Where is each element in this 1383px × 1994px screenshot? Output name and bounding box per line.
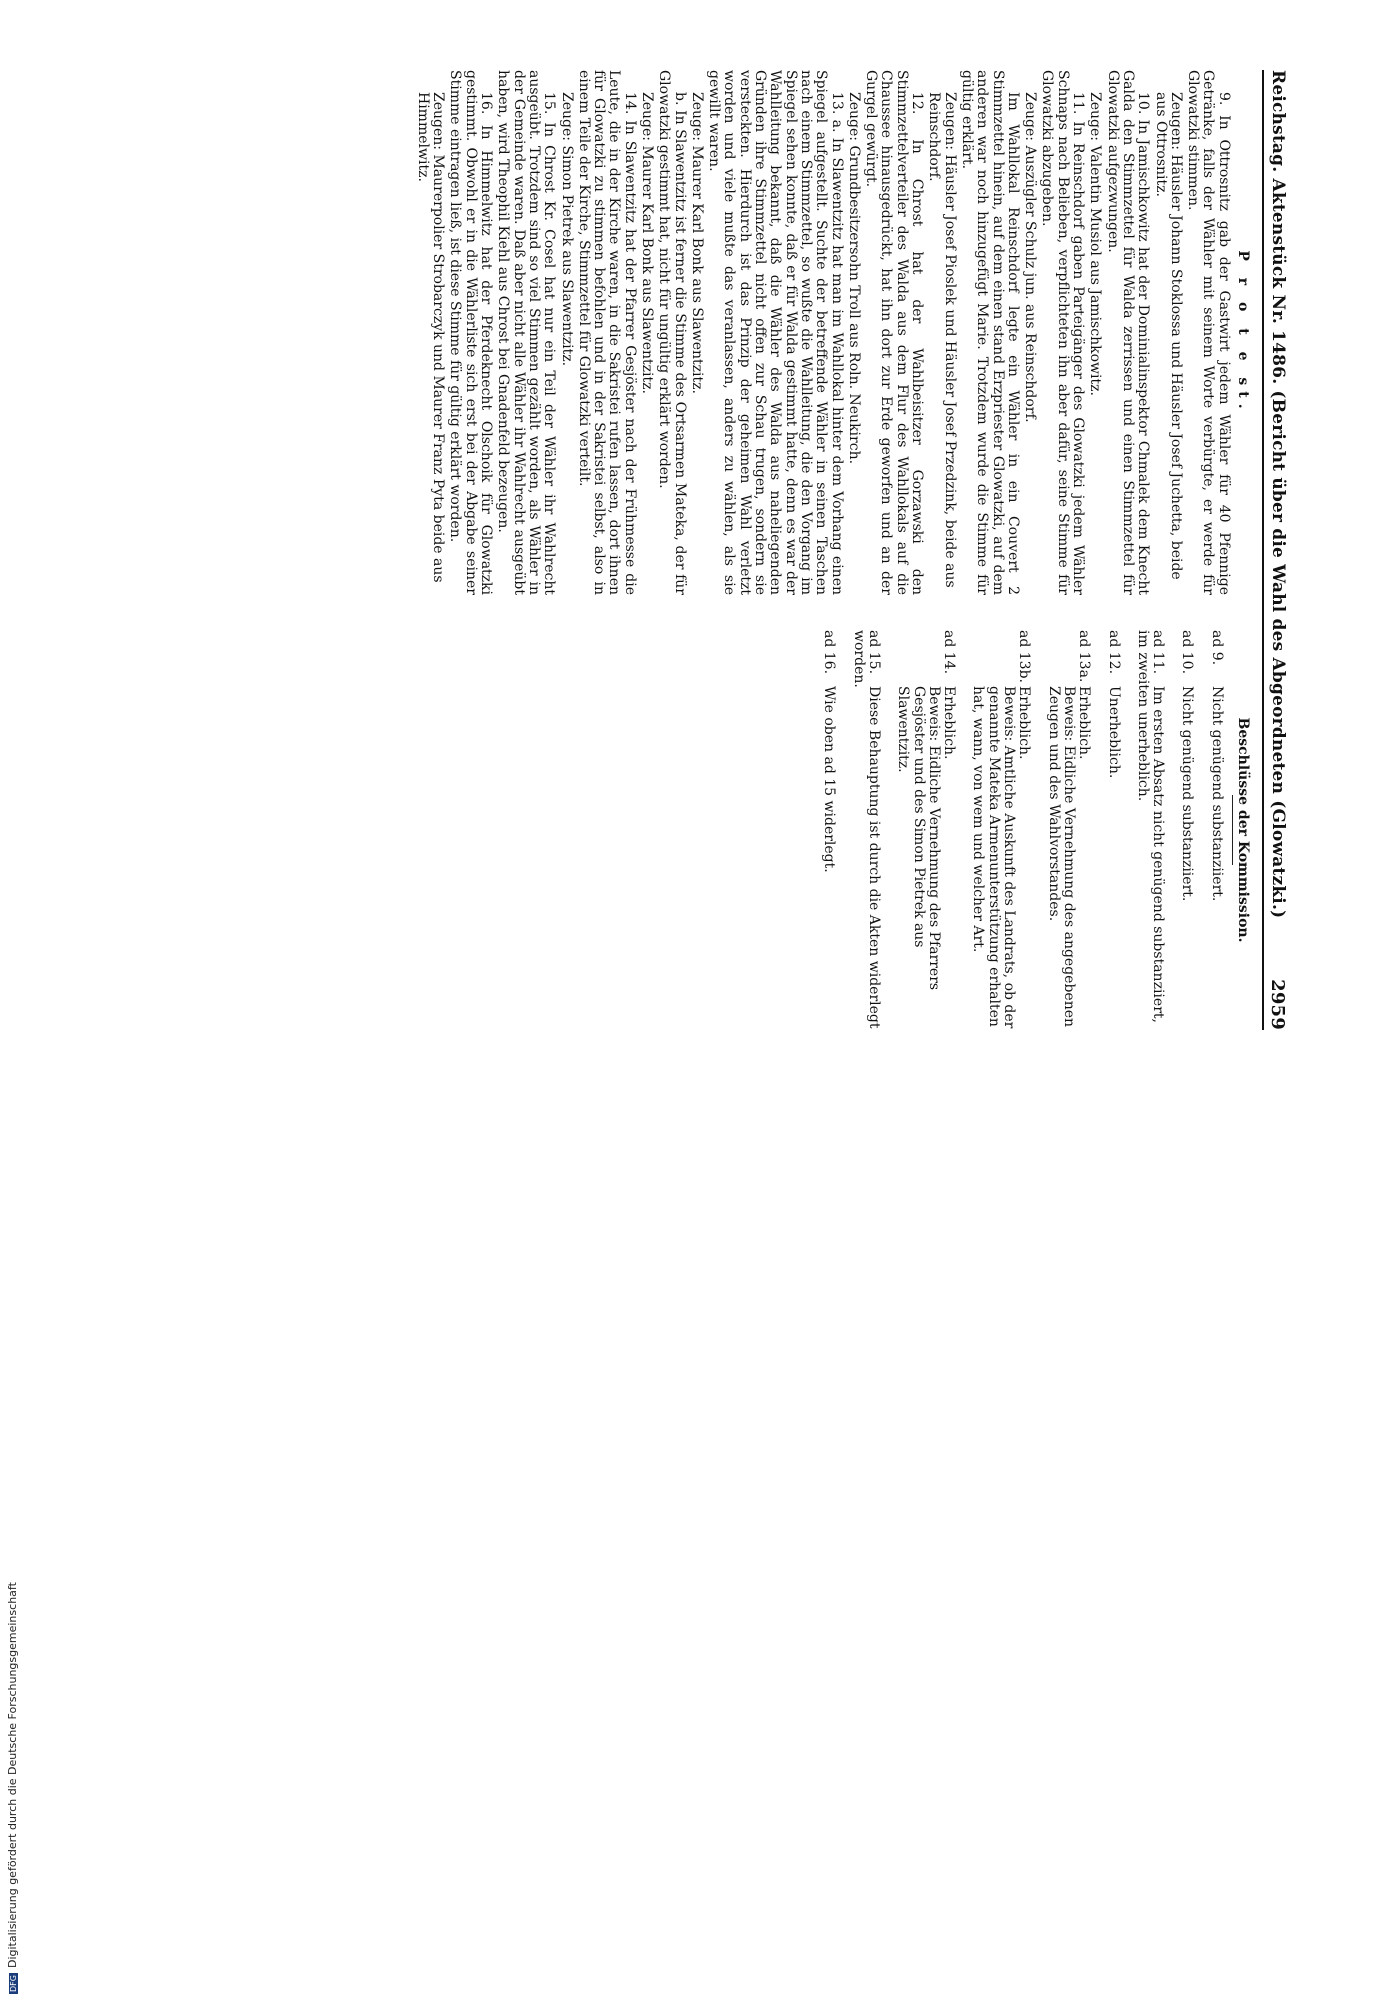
decision-text: Wie oben ad 15 widerlegt. bbox=[821, 686, 838, 873]
commission-decision bbox=[1045, 630, 1091, 1030]
protest-title: P r o t e st. bbox=[1235, 250, 1251, 415]
commission-items bbox=[821, 630, 1224, 1030]
commission-title: Beschlüsse der Kommission. bbox=[1235, 717, 1251, 943]
decision-line bbox=[1208, 630, 1223, 1030]
witness-line: Zeuge: Maurer Karl Bonk aus Slawentzitz. bbox=[639, 92, 656, 394]
witness-line: Zeugen: Häusler Johann Stoklossa und Häusler Josef Juchetta, beide aus Ottrosnitz. bbox=[1152, 92, 1184, 580]
decision-evidence: Beweis: Eidliche Vernehmung des Pfarrers Gesjöster und des Simon Pietrek aus Slawentzitz. bbox=[895, 686, 942, 991]
protest-paragraph: b. In Slawentzitz ist ferner die Stimme des Ortsarmen Mateka, der für Glowatzki gestimmt hat, nicht für ungültig erklärt worden. bbox=[656, 70, 688, 595]
decision-ref: ad 16. bbox=[821, 630, 838, 675]
commission-decision bbox=[1179, 630, 1194, 1030]
witness-line: Zeuge: Maurer Karl Bonk aus Slawentzitz. bbox=[688, 92, 705, 394]
decision-ref: ad 13a. bbox=[1076, 630, 1093, 683]
dfg-logo: DFG bbox=[9, 1975, 18, 1992]
funding-note bbox=[6, 1574, 20, 1994]
commission-decision bbox=[895, 630, 956, 1030]
protest-paragraph: 12. In Chrost hat der Wahlbeisitzer Gorzawski den Stimmzettelverteiler des Walda aus dem Flur des Wahllokals auf die Chaussee hinausgedrückt, hat ihn dort zur Erde geworfen und an der Gurgel gewürgt. bbox=[863, 70, 926, 595]
decision-line bbox=[1016, 630, 1031, 1030]
commission-decision bbox=[1135, 630, 1166, 1030]
document-page bbox=[60, 70, 1290, 1030]
decision-line bbox=[1076, 630, 1091, 1030]
protest-paragraph: 10. In Jamischkowitz hat der Dominialinspektor Chmalek dem Knecht Galda den Stimmzettel für Walda zerrissen und einen Stimmzettel für Glowatzki aufgezwungen. bbox=[1104, 70, 1152, 595]
title-rule bbox=[1232, 795, 1233, 865]
page-number: 2959 bbox=[1267, 979, 1288, 1030]
header-title: Reichstag. Aktenstück Nr. 1486. (Bericht über die Wahl des Abgeordneten (Glowatzki.) bbox=[1268, 70, 1288, 919]
decision-text: Im ersten Absatz nicht genügend substanziiert, im zweiten unerheblich. bbox=[1134, 630, 1167, 1023]
decision-ref: ad 9. bbox=[1208, 630, 1225, 666]
protest-paragraph: 15. In Chrost Kr. Cosel hat nur ein Teil der Wähler ihr Wahlrecht ausgeübt. Trotzdem sind so viel Stimmen gezählt worden, als Wähler in der Gemeinde waren. Daß aber nicht alle Wähler ihr Wahlrecht ausgeübt haben, wird Theophil Kiehl aus Chrost bei Gnadenfeld bezeugen. bbox=[495, 70, 558, 595]
decision-line bbox=[850, 630, 881, 1030]
witness-line: Zeuge: Auszügler Schulz jun. aus Reinschdorf. bbox=[1022, 92, 1039, 423]
decision-ref: ad 15. bbox=[865, 630, 882, 675]
commission-decision bbox=[1105, 630, 1120, 1030]
decision-ref: ad 11. bbox=[1150, 630, 1167, 675]
decision-ref: ad 12. bbox=[1105, 630, 1122, 675]
decision-line bbox=[1179, 630, 1194, 1030]
protest-column bbox=[413, 70, 1250, 595]
decision-line bbox=[941, 630, 956, 1030]
decision-text: Nicht genügend substanziiert. bbox=[1208, 686, 1225, 902]
decision-text: Erheblich. bbox=[1016, 686, 1033, 760]
protest-paragraph: 14. In Slawentzitz hat der Pfarrer Gesjöster nach der Frühmesse die Leute, die in der Kirche waren, in die Sakristei rufen lassen, dort ihnen für Glowatzki zu stimmen befohlen und in der Sakristei selbst, also in einem Teile der Kirche, Stimmzettel für Glowatzki verteilt. bbox=[575, 70, 638, 595]
decision-text: Erheblich. bbox=[1076, 686, 1093, 760]
decision-line bbox=[821, 630, 836, 1030]
decision-text: Nicht genügend substanziiert. bbox=[1179, 686, 1196, 902]
decision-evidence: Beweis: Amtliche Auskunft des Landrats, ob der genannte Mateka Armenunterstützung erhalten hat, wann, von wem und welcher Art. bbox=[970, 686, 1018, 1029]
decision-text: Erheblich. bbox=[941, 686, 958, 760]
protest-paragraph: 9. In Ottrosnitz gab der Gastwirt jedem Wähler für 40 Pfennige Getränke, falls der Wähler mit seinem Worte verbürgte, er werde für Glowatzki stimmen. bbox=[1185, 70, 1232, 595]
commission-decision bbox=[850, 630, 881, 1030]
protest-paragraph: 13. a. In Slawentzitz hat man im Wahllokal hinter dem Vorhang einen Spiegel aufgestellt. Suchte der betreffende Wähler in seinen Taschen nach einem Stimmzettel, so wußte die Wahlleitung, die den Vorgang im Spiegel sehen konnte, daß er für Walda gestimmt hatte, denn es war der Wahlleitung bekannt, daß die Wähler des Walda aus naheliegenden Gründen ihre Stimmzettel nicht offen zur Schau trugen, sondern sie versteckten. Hierdurch ist das Prinzip der geheimen Wahl verletzt worden und viele mußte das veranlassen, anders zu wählen, als sie gewillt waren. bbox=[706, 70, 845, 595]
witness-line: Zeuge: Grundbesitzersohn Troll aus Roln. Neukirch. bbox=[845, 92, 862, 465]
commission-decision bbox=[1208, 630, 1223, 1030]
decision-ref: ad 14. bbox=[941, 630, 958, 675]
decision-text: Diese Behauptung ist durch die Akten widerlegt worden. bbox=[850, 630, 882, 1029]
commission-column bbox=[807, 630, 1250, 1030]
protest-paragraph: 11. In Reinschdorf gaben Parteigänger des Glowatzki jedem Wähler Schnaps nach Belieben, verpflichteten ihn aber dafür, seine Stimme für Glowatzki abzugeben. bbox=[1039, 70, 1087, 595]
protest-paragraphs bbox=[415, 70, 1231, 595]
witness-line: Zeuge: Valentin Musiol aus Jamischkowitz. bbox=[1087, 92, 1104, 396]
commission-decision bbox=[821, 630, 836, 1030]
protest-paragraph: 16. In Himmelwitz hat der Pferdeknecht Olschoik für Glowatzki gestimmt. Obwohl er in die Wählerliste sich erst bei der Abgabe seiner Stimme eintragen ließ, ist diese Stimme für gültig erklärt worden. bbox=[447, 70, 495, 595]
decision-evidence: Beweis: Eidliche Vernehmung des angegebenen Zeugen und des Wahlvorstandes. bbox=[1045, 686, 1077, 1028]
protest-paragraph: Im Wahllokal Reinschdorf legte ein Wähler in ein Couvert 2 Stimmzettel hinein, auf dem einen stand Erzpriester Glowatzki, auf dem anderen war noch hinzugefügt Marie. Trotzdem wurde die Stimme für gültig erklärt. bbox=[958, 70, 1021, 595]
decision-ref: ad 13b. bbox=[1016, 630, 1033, 683]
decision-ref: ad 10. bbox=[1179, 630, 1196, 675]
decision-line bbox=[1135, 630, 1166, 1030]
witness-line: Zeugen: Maurerpolier Strobarczyk und Maurer Franz Pyta beide aus Himmelwitz. bbox=[414, 92, 447, 583]
funding-text: Digitalisierung gefördert durch die Deutsche Forschungsgemeinschaft bbox=[6, 1582, 19, 1969]
decision-text: Unerheblich. bbox=[1105, 686, 1122, 779]
decision-line bbox=[1105, 630, 1120, 1030]
witness-line: Zeugen: Häusler Josef Pioslek und Häusler Josef Przedzink, beide aus Reinschdorf. bbox=[926, 92, 958, 588]
witness-line: Zeuge: Simon Pietrek aus Slawentzitz. bbox=[558, 92, 575, 367]
page-header bbox=[1262, 70, 1290, 1030]
commission-decision bbox=[970, 630, 1031, 1030]
